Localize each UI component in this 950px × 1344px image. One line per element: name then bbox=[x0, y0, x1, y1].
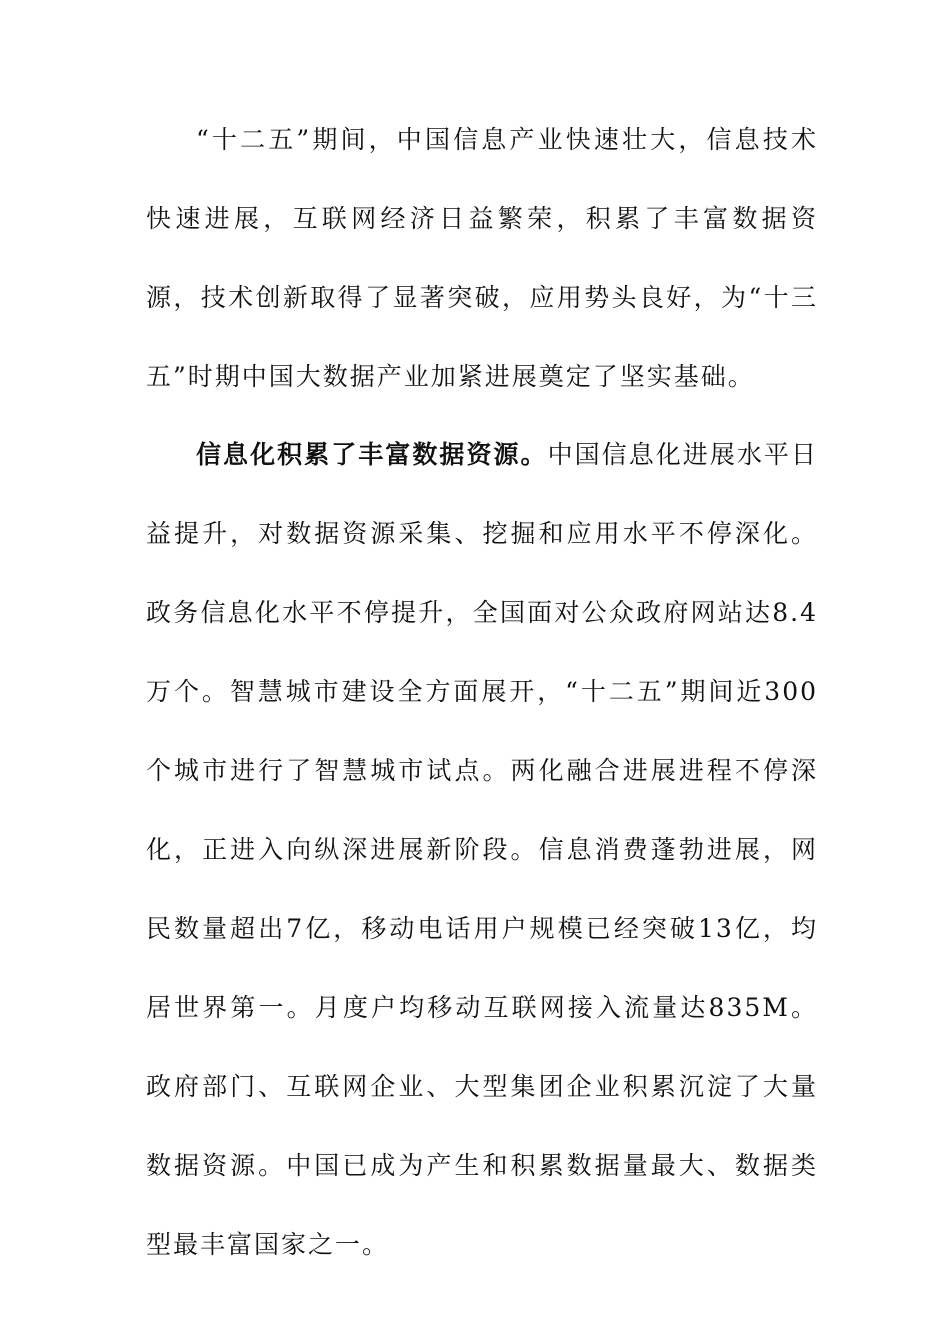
paragraph-intro-text: “十二五”期间，中国信息产业快速壮大，信息技术快速进展，互联网经济日益繁荣，积累了丰富数据资源，技术创新取得了显著突破，应用势头良好，为“十三五”时期中国大数据产业加紧进展奠定了坚实基础。 bbox=[146, 125, 818, 391]
paragraph-data-resources bbox=[146, 415, 818, 1284]
paragraph-intro bbox=[146, 100, 818, 416]
paragraph-data-resources-text: 中国信息化进展水平日益提升，对数据资源采集、挖掘和应用水平不停深化。政务信息化水平不停提升，全国面对公众政府网站达8.4万个。智慧城市建设全方面展开，“十二五”期间近300个城市进行了智慧城市试点。两化融合进展进程不停深化，正进入向纵深进展新阶段。信息消费蓬勃进展，网民数量超出7亿，移动电话用户规模已经突破13亿，均居世界第一。月度户均移动互联网接入流量达835M。政府部门、互联网企业、大型集团企业积累沉淀了大量数据资源。中国已成为产生和积累数据量最大、数据类型最丰富国家之一。 bbox=[146, 440, 818, 1259]
paragraph-lead-heading: 信息化积累了丰富数据资源。 bbox=[196, 440, 548, 469]
